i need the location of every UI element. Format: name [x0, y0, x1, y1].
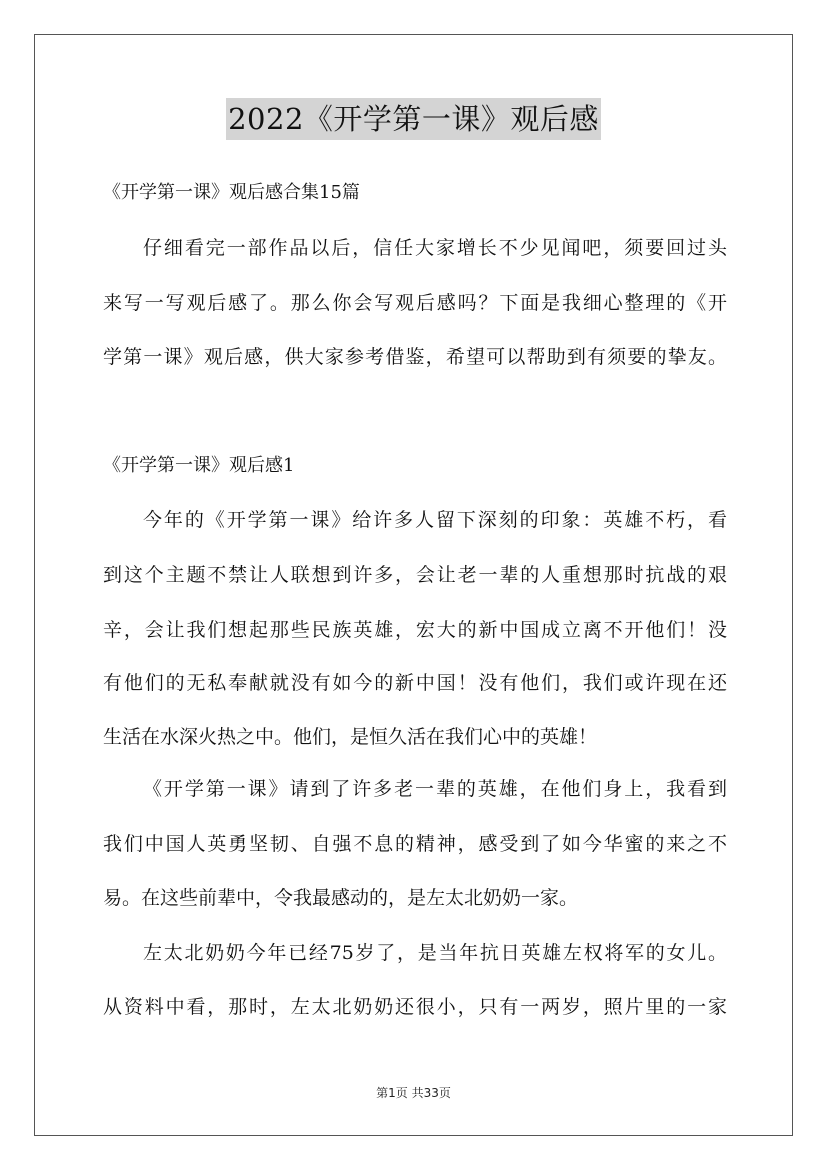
body-line: 左太北奶奶今年已经75岁了，是当年抗日英雄左权将军的女儿。	[143, 942, 727, 964]
body-line: 易。在这些前辈中，令我最感动的，是左太北奶奶一家。	[103, 887, 579, 909]
collection-subtitle: 《开学第一课》观后感合集15篇	[103, 182, 360, 203]
body-line: 今年的《开学第一课》给许多人留下深刻的印象：英雄不朽，看	[143, 509, 727, 531]
page-number: 第1页 共33页	[376, 1086, 451, 1100]
section-heading: 《开学第一课》观后感1	[103, 455, 295, 476]
body-line: 到这个主题不禁让人联想到许多，会让老一辈的人重想那时抗战的艰	[103, 564, 727, 586]
intro-line: 来写一写观后感了。那么你会写观后感吗？下面是我细心整理的《开	[103, 292, 727, 314]
body-line: 生活在水深火热之中。他们，是恒久活在我们心中的英雄！	[103, 726, 598, 748]
body-line: 《开学第一课》请到了许多老一辈的英雄，在他们身上，我看到	[143, 778, 727, 800]
body-line: 有他们的无私奉献就没有如今的新中国！没有他们，我们或许现在还	[103, 672, 727, 694]
document-title: 2022《开学第一课》观后感	[226, 98, 601, 140]
title-container	[0, 98, 827, 140]
body-line: 从资料中看，那时，左太北奶奶还很小，只有一两岁，照片里的一家	[103, 996, 727, 1018]
intro-line: 仔细看完一部作品以后，信任大家增长不少见闻吧，须要回过头	[143, 237, 727, 259]
body-line: 我们中国人英勇坚韧、自强不息的精神，感受到了如今华蜜的来之不	[103, 833, 727, 855]
body-line: 辛，会让我们想起那些民族英雄，宏大的新中国成立离不开他们！没	[103, 619, 727, 641]
intro-line: 学第一课》观后感，供大家参考借鉴，希望可以帮助到有须要的挚友。	[103, 346, 727, 368]
